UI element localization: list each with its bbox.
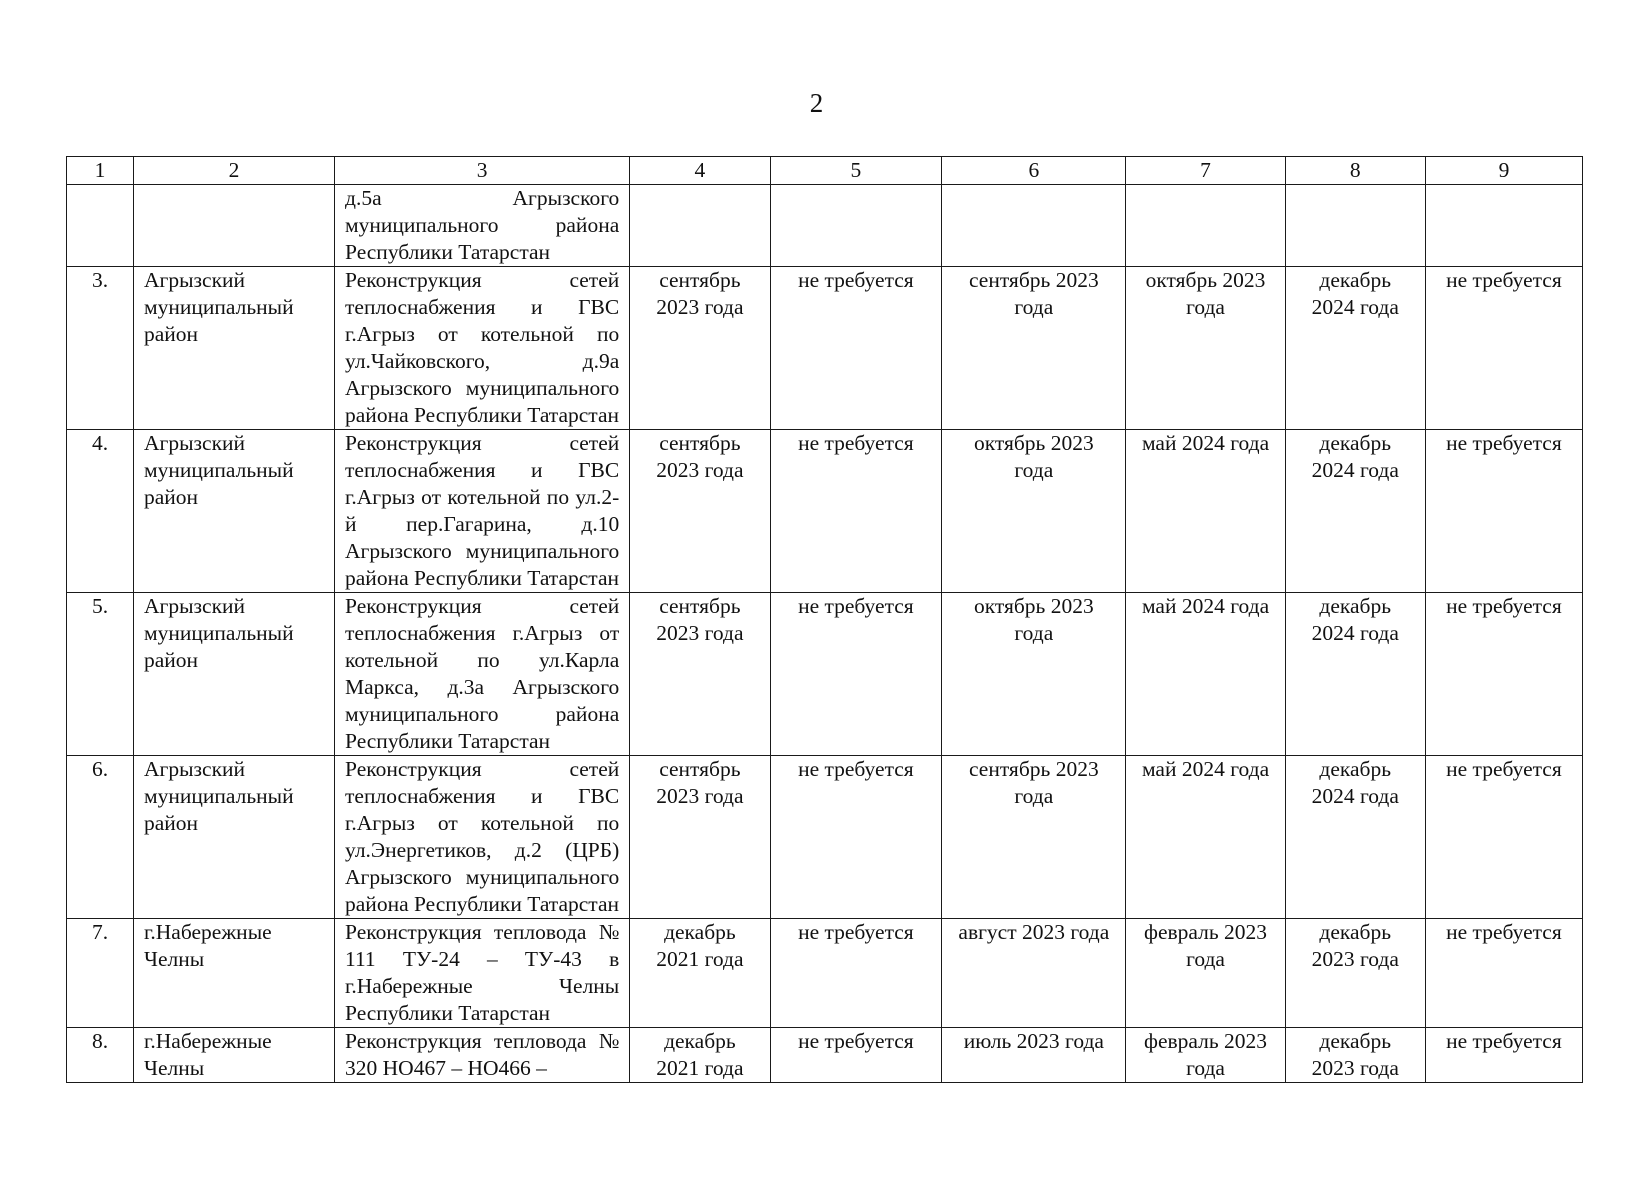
row-number: 4. <box>67 430 134 593</box>
status-cell: не требуется <box>1425 430 1582 593</box>
object-cell: Реконструкция тепловода № 320 НО467 – НО466 – <box>335 1028 630 1083</box>
column-header: 1 <box>67 157 134 185</box>
date-cell: декабрь 2024 года <box>1285 593 1425 756</box>
object-cell: д.5а Агрызского муниципального района Республики Татарстан <box>335 185 630 267</box>
date-cell: декабрь 2024 года <box>1285 267 1425 430</box>
date-cell: декабрь 2024 года <box>1285 430 1425 593</box>
date-cell: сентябрь 2023 года <box>942 267 1126 430</box>
column-header: 2 <box>134 157 335 185</box>
object-cell: Реконструкция сетей теплоснабжения и ГВС г.Агрыз от котельной по ул.2-й пер.Гагарина, д.10 Агрызского муниципального района Республики Татарстан <box>335 430 630 593</box>
row-number: 3. <box>67 267 134 430</box>
object-cell: Реконструкция сетей теплоснабжения и ГВС г.Агрыз от котельной по ул.Чайковского, д.9а Агрызского муниципального района Республики Татарстан <box>335 267 630 430</box>
object-cell: Реконструкция сетей теплоснабжения г.Агрыз от котельной по ул.Карла Маркса, д.3а Агрызского муниципального района Республики Татарстан <box>335 593 630 756</box>
column-header: 3 <box>335 157 630 185</box>
district-cell: Агрызский муниципальный район <box>134 267 335 430</box>
row-number: 8. <box>67 1028 134 1083</box>
table-row <box>67 593 1583 756</box>
table-row <box>67 919 1583 1028</box>
status-cell <box>770 185 942 267</box>
date-cell <box>942 185 1126 267</box>
date-cell <box>1126 185 1285 267</box>
district-cell: Агрызский муниципальный район <box>134 756 335 919</box>
date-cell <box>630 185 770 267</box>
date-cell: сентябрь 2023 года <box>630 267 770 430</box>
date-cell: сентябрь 2023 года <box>630 430 770 593</box>
date-cell: февраль 2023 года <box>1126 919 1285 1028</box>
table-row <box>67 1028 1583 1083</box>
status-cell: не требуется <box>1425 756 1582 919</box>
table-row <box>67 185 1583 267</box>
table-row <box>67 756 1583 919</box>
district-cell: Агрызский муниципальный район <box>134 593 335 756</box>
date-cell: май 2024 года <box>1126 756 1285 919</box>
status-cell: не требуется <box>770 756 942 919</box>
status-cell: не требуется <box>1425 593 1582 756</box>
district-cell <box>134 185 335 267</box>
date-cell <box>1285 185 1425 267</box>
date-cell: август 2023 года <box>942 919 1126 1028</box>
column-header: 6 <box>942 157 1126 185</box>
header-row <box>67 157 1583 185</box>
district-cell: г.Набережные Челны <box>134 919 335 1028</box>
district-cell: г.Набережные Челны <box>134 1028 335 1083</box>
row-number: 5. <box>67 593 134 756</box>
date-cell: декабрь 2021 года <box>630 1028 770 1083</box>
object-cell: Реконструкция тепловода № 111 ТУ-24 – ТУ-43 в г.Набережные Челны Республики Татарстан <box>335 919 630 1028</box>
status-cell: не требуется <box>1425 919 1582 1028</box>
page-number: 2 <box>809 88 824 118</box>
date-cell: декабрь 2023 года <box>1285 919 1425 1028</box>
date-cell: декабрь 2023 года <box>1285 1028 1425 1083</box>
column-header: 7 <box>1126 157 1285 185</box>
status-cell: не требуется <box>770 430 942 593</box>
status-cell: не требуется <box>770 593 942 756</box>
date-cell: сентябрь 2023 года <box>942 756 1126 919</box>
table-row <box>67 430 1583 593</box>
status-cell: не требуется <box>770 919 942 1028</box>
date-cell: май 2024 года <box>1126 593 1285 756</box>
date-cell: июль 2023 года <box>942 1028 1126 1083</box>
date-cell: сентябрь 2023 года <box>630 593 770 756</box>
row-number: 7. <box>67 919 134 1028</box>
status-cell: не требуется <box>770 1028 942 1083</box>
status-cell: не требуется <box>770 267 942 430</box>
column-header: 5 <box>770 157 942 185</box>
district-cell: Агрызский муниципальный район <box>134 430 335 593</box>
date-cell: май 2024 года <box>1126 430 1285 593</box>
table-row <box>67 267 1583 430</box>
object-cell: Реконструкция сетей теплоснабжения и ГВС г.Агрыз от котельной по ул.Энергетиков, д.2 (ЦРБ) Агрызского муниципального района Республики Татарстан <box>335 756 630 919</box>
status-cell: не требуется <box>1425 1028 1582 1083</box>
column-header: 8 <box>1285 157 1425 185</box>
date-cell: декабрь 2021 года <box>630 919 770 1028</box>
date-cell: декабрь 2024 года <box>1285 756 1425 919</box>
row-number: 6. <box>67 756 134 919</box>
status-cell <box>1425 185 1582 267</box>
date-cell: октябрь 2023 года <box>1126 267 1285 430</box>
column-header: 9 <box>1425 157 1582 185</box>
date-cell: февраль 2023 года <box>1126 1028 1285 1083</box>
status-cell: не требуется <box>1425 267 1582 430</box>
column-header: 4 <box>630 157 770 185</box>
date-cell: октябрь 2023 года <box>942 430 1126 593</box>
row-number <box>67 185 134 267</box>
date-cell: октябрь 2023 года <box>942 593 1126 756</box>
date-cell: сентябрь 2023 года <box>630 756 770 919</box>
schedule-table <box>66 156 1583 1083</box>
